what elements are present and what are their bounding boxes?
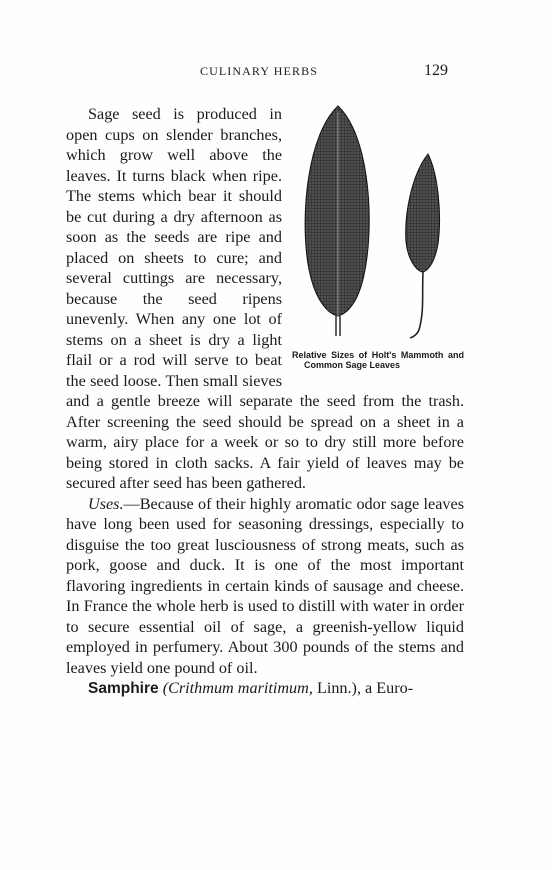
samphire-latin: (Crithmum maritimum, (162, 679, 313, 697)
figure-caption: Relative Sizes of Holt's Mammoth and Common Sage Leaves (292, 350, 464, 370)
paragraph-3-text: Linn.), a Euro- (312, 679, 414, 697)
paragraph-2-text: —Because of their highly aromatic odor sage leaves have long been used for seasoning dressings, especially to disguise the too great lusciousness of strong meats, such as pork, goose and duck. It is one of the most important flavoring ingredients in certain kinds of sausage and cheese. In France the whole herb is used to distill with water in order to secure essential oil of sage, a greenish-yellow liquid employed in perfumery. About 300 pounds of the stems and leaves yield one pound of oil. (66, 494, 464, 677)
holts-mammoth-leaf (305, 106, 369, 336)
page-header (0, 62, 552, 84)
running-head: CULINARY HERBS (200, 64, 318, 78)
sage-leaves-figure (288, 104, 464, 384)
common-sage-leaf (406, 154, 440, 338)
paragraph-samphire (66, 678, 464, 700)
samphire-heading: Samphire (88, 680, 159, 697)
uses-label: Uses. (88, 494, 124, 513)
sage-leaves-illustration (288, 104, 464, 344)
paragraph-uses (66, 494, 464, 679)
body-text (66, 104, 464, 700)
paragraph-sage-seed (66, 104, 464, 494)
page-number: 129 (424, 62, 448, 79)
paragraph-1-text: Sage seed is produced in open cups on slender branches, which grow well above the leaves. It turns black when ripe. The stems which bear it should be cut during a dry afternoon as soon as the seeds are ripe and placed on sheets to cure; and several cuttings are necessary, because the seed ripens unevenly. When any one lot of stems on a sheet is dry a light flail or a rod will serve to beat the seed loose. Then small sieves and a gentle breeze will separate the seed from the trash. After screening the seed should be spread on a sheet in a warm, airy place for a week or so to dry still more before being stored in cloth sacks. A fair yield of leaves may be secured after seed has been gathered. (66, 105, 464, 492)
